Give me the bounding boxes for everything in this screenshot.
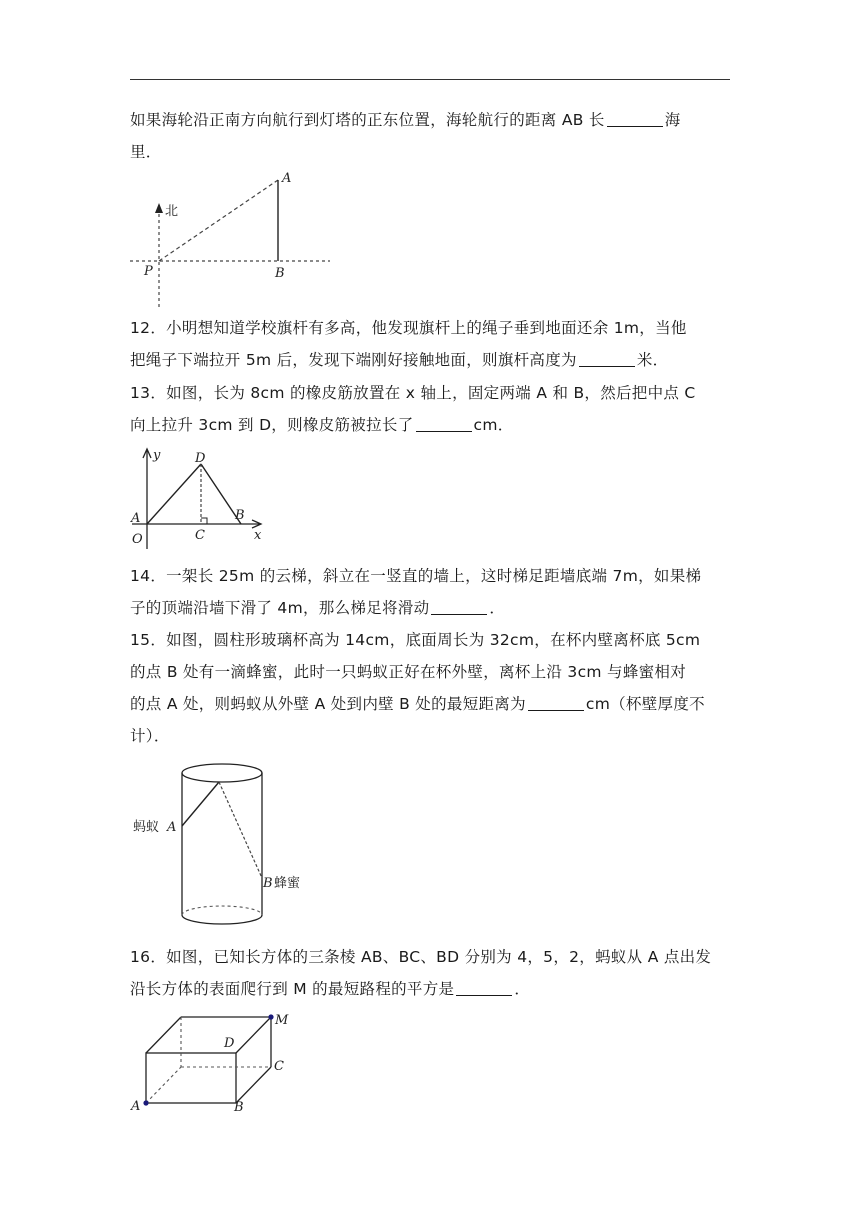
q12-text <box>130 312 732 376</box>
q15-line2: 的点 B 处有一滴蜂蜜，此时一只蚂蚁正好在杯外壁，离杯上沿 3cm 与蜂蜜相对 <box>130 663 687 681</box>
q15-answer-blank[interactable] <box>528 695 584 712</box>
q11-answer-blank[interactable] <box>607 111 663 128</box>
q15-line4: 计）． <box>130 727 170 745</box>
point-d-label: D <box>224 1036 235 1051</box>
north-label: 北 <box>165 204 179 219</box>
q14-line1: 14．一架长 25m 的云梯，斜立在一竖直的墙上，这时梯足距墙底端 7m，如果梯 <box>130 567 702 585</box>
point-c-label: C <box>274 1059 284 1074</box>
point-p-label: P <box>144 264 153 279</box>
point-m-label: M <box>275 1013 289 1028</box>
point-a-label: A <box>131 511 141 526</box>
cup-bottom-front <box>182 915 262 924</box>
north-arrow-icon <box>155 203 163 213</box>
point-c-label: C <box>195 528 205 543</box>
box-bottom-right-edge <box>236 1067 271 1103</box>
q12-line1: 12．小明想知道学校旗杆有多高，他发现旗杆上的绳子垂到地面还余 1m，当他 <box>130 319 687 337</box>
q12-line2-before: 把绳子下端拉开 5m 后，发现下端刚好接触地面，则旗杆高度为 <box>130 351 577 369</box>
point-m-dot <box>268 1014 273 1019</box>
q11-figure <box>130 168 335 310</box>
segment-ad <box>147 464 201 524</box>
cup-bottom-back <box>182 906 262 915</box>
q14-answer-blank[interactable] <box>431 599 487 616</box>
hidden-bottom-left-edge <box>146 1067 181 1103</box>
q13-line2-before: 向上拉升 3cm 到 D，则橡皮筋被拉长了 <box>130 416 414 434</box>
ant-label: 蚂蚁 <box>133 820 160 835</box>
q11-text-before: 如果海轮沿正南方向航行到灯塔的正东位置，海轮航行的距离 AB 长 <box>130 111 605 129</box>
q15-figure <box>130 760 320 930</box>
q16-line2-before: 沿长方体的表面爬行到 M 的最短路程的平方是 <box>130 980 455 998</box>
q15-line3-after: cm（杯壁厚度不 <box>585 695 705 713</box>
point-a-dot <box>143 1100 148 1105</box>
point-b-label: B <box>263 876 273 891</box>
q13-answer-blank[interactable] <box>416 416 472 433</box>
q16-figure <box>128 1010 298 1115</box>
q14-line2-after: ． <box>489 599 506 617</box>
q14-line2-before: 子的顶端沿墙下滑了 4m，那么梯足将滑动 <box>130 599 430 617</box>
q13-line2-after: cm． <box>473 416 514 434</box>
q16-answer-blank[interactable] <box>456 980 512 997</box>
point-b-label: B <box>235 508 245 523</box>
q15-line1: 15．如图，圆柱形玻璃杯高为 14cm，底面周长为 32cm，在杯内壁离杯底 5cm <box>130 631 701 649</box>
path-rim-to-b <box>219 782 262 878</box>
right-angle-mark <box>201 518 207 524</box>
point-d-label: D <box>195 451 206 466</box>
q16-line1: 16．如图，已知长方体的三条棱 AB、BC、BD 分别为 4，5，2，蚂蚁从 A 点出发 <box>130 948 712 966</box>
q11-line2: 里． <box>130 143 162 161</box>
q13-figure <box>128 444 268 554</box>
point-b-label: B <box>275 266 285 281</box>
q12-line2-after: 米． <box>636 351 669 369</box>
q16-line2-after: ． <box>514 980 531 998</box>
x-label: x <box>254 528 262 543</box>
box-top-left-edge <box>146 1017 181 1053</box>
cup-top-ellipse <box>182 764 262 782</box>
q14-text <box>130 560 732 624</box>
box-front-face <box>146 1053 236 1103</box>
path-a-to-rim <box>182 782 219 826</box>
point-a-label: A <box>282 171 292 186</box>
q11-text-after: 海 <box>664 111 681 129</box>
q11-text <box>130 104 732 168</box>
q13-line1: 13．如图，长为 8cm 的橡皮筋放置在 x 轴上，固定两端 A 和 B，然后把中点 C <box>130 384 696 402</box>
q16-text <box>130 941 732 1005</box>
point-a-label: A <box>167 820 177 835</box>
box-top-right-edge <box>236 1017 271 1053</box>
q15-line3-before: 的点 A 处，则蚂蚁从外壁 A 处到内壁 B 处的最短距离为 <box>130 695 526 713</box>
q15-text <box>130 624 732 752</box>
point-a-label: A <box>131 1099 141 1114</box>
q13-text <box>130 377 732 441</box>
origin-label: O <box>132 532 143 547</box>
q12-answer-blank[interactable] <box>579 351 635 368</box>
point-b-label: B <box>234 1100 244 1115</box>
honey-label: 蜂蜜 <box>274 876 301 891</box>
segment-pa <box>159 180 278 261</box>
y-label: y <box>153 448 161 463</box>
header-rule <box>130 79 730 80</box>
